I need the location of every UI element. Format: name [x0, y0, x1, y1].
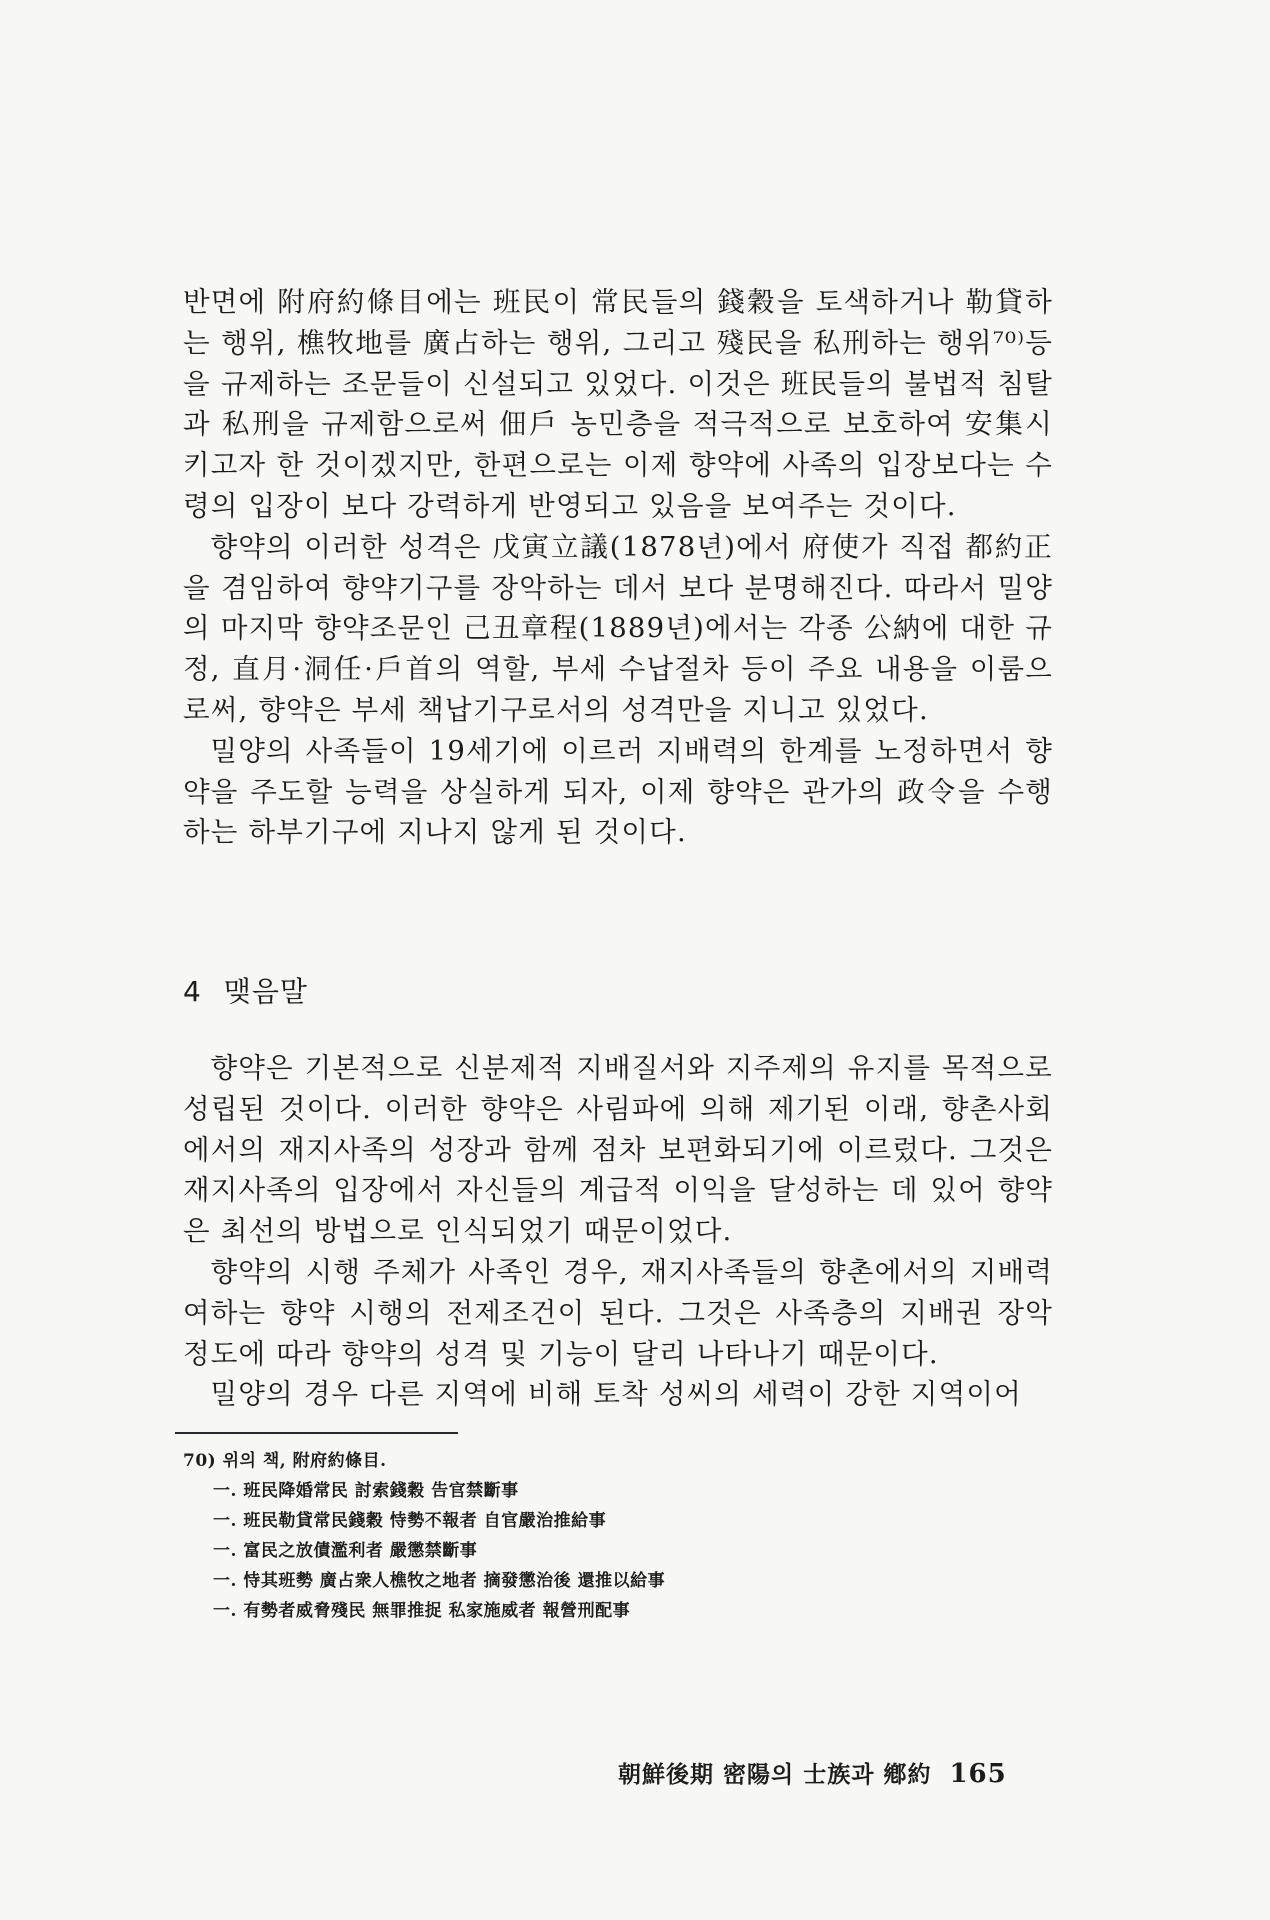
footnote-divider [175, 1432, 458, 1434]
footnote-item: 一. 班民降婚常民 討索錢穀 告官禁斷事 [213, 1481, 519, 1501]
running-footer [618, 1756, 1007, 1789]
footnote-item: 一. 班民勒貸常民錢穀 恃勢不報者 自官嚴治推給事 [213, 1511, 607, 1531]
page-number: 165 [949, 1759, 1007, 1789]
paragraph: 밀양의 사족들이 19세기에 이르러 지배력의 한계를 노정하면서 향약을 주도할 능력을 상실하게 되자, 이제 향약은 관가의 政令을 수행하는 하부기구에 지나지 않게 된 것이다. [183, 734, 1053, 849]
paragraph: 밀양의 경우 다른 지역에 비해 토착 성씨의 세력이 강한 지역이어 [210, 1378, 1022, 1411]
paragraph: 반면에 附府約條目에는 班民이 常民들의 錢穀을 토색하거나 勒貸하는 행위, 樵牧地를 廣占하는 행위, 그리고 殘民을 私刑하는 행위⁷⁰⁾등을 규제하는 조문들이 신설되고 있었다. 이것은 班民들의 불법적 침탈과 私刑을 규제함으로써 佃戶 농민층을 적극적으로 보호하여 安集시키고자 한 것이겠지만, 한편으로는 이제 향약에 사족의 입장보다는 수령의 입장이 보다 강력하게 반영되고 있음을 보여주는 것이다. [183, 286, 1053, 522]
footnote-head: 70) 위의 책, 附府約條目. [183, 1451, 387, 1471]
section-number: 4 [183, 975, 202, 1008]
section-heading [183, 970, 308, 1010]
footnote-item: 一. 恃其班勢 廣占衆人樵牧之地者 摘發懲治後 還推以給事 [213, 1571, 666, 1591]
footnote-item: 一. 有勢者威脅殘民 無罪推捉 私家施威者 報營刑配事 [213, 1601, 631, 1621]
footnote-item: 一. 富民之放債濫利者 嚴懲禁斷事 [213, 1541, 478, 1561]
running-title: 朝鮮後期 密陽의 士族과 鄕約 [618, 1761, 932, 1788]
section-title: 맺음말 [223, 975, 308, 1008]
section-body-1 [183, 282, 1053, 853]
footnotes [183, 1446, 883, 1626]
paragraph: 향약은 기본적으로 신분제적 지배질서와 지주제의 유지를 목적으로 성립된 것이다. 이러한 향약은 사림파에 의해 제기된 이래, 향촌사회에서의 재지사족의 성장과 함께 점차 보편화되기에 이르렀다. 그것은 재지사족의 입장에서 자신들의 계급적 이익을 달성하는 데 있어 향약은 최선의 방법으로 인식되었기 때문이었다. [183, 1052, 1053, 1248]
paragraph: 향약의 이러한 성격은 戊寅立議(1878년)에서 府使가 직접 都約正을 겸임하여 향약기구를 장악하는 데서 보다 분명해진다. 따라서 밀양의 마지막 향약조문인 己丑章程(1889년)에서는 각종 公納에 대한 규정, 直月·洞任·戶首의 역할, 부세 수납절차 등이 주요 내용을 이룸으로써, 향약은 부세 책납기구로서의 성격만을 지니고 있었다. [183, 530, 1053, 726]
section-body-2 [183, 1048, 1053, 1415]
paragraph: 향약의 시행 주체가 사족인 경우, 재지사족들의 향촌에서의 지배력여하는 향약 시행의 전제조건이 된다. 그것은 사족층의 지배권 장악 정도에 따라 향약의 성격 및 기능이 달리 나타나기 때문이다. [183, 1255, 1053, 1370]
